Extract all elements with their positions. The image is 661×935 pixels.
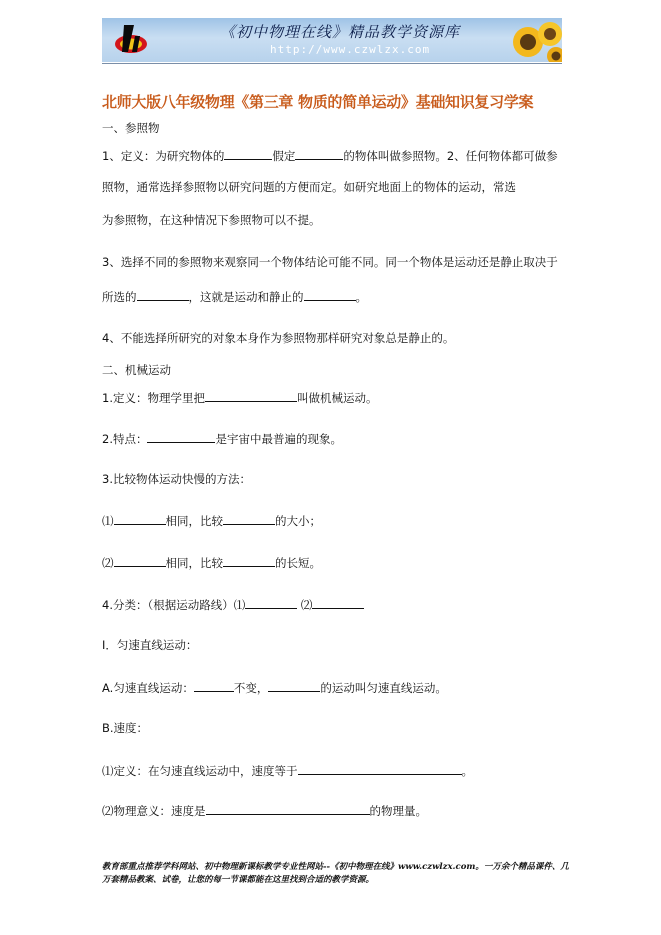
answer-blank[interactable]: [137, 289, 189, 301]
line-text: 的长短。: [275, 556, 321, 570]
answer-blank[interactable]: [114, 555, 166, 567]
document-line: [102, 513, 321, 528]
document-line: [102, 763, 473, 778]
answer-blank[interactable]: [223, 555, 275, 567]
line-text: 的物理量。: [369, 804, 427, 818]
line-text: 3、选择不同的参照物来观察同一个物体结论可能不同。同一个物体是运动还是静止取决于: [102, 255, 558, 269]
document-line: [102, 472, 251, 486]
footer-note: 教育部重点推荐学科网站、初中物理新课标教学专业性网站--《初中物理在线》www.czwlzx.com。一万余个精品课件、几万套精品教案、试卷，让您的每一节课都能在这里找到合适的教学资源。: [102, 862, 569, 885]
answer-blank[interactable]: [268, 680, 320, 692]
header-banner: [102, 18, 562, 62]
line-text: ⑴: [102, 514, 114, 528]
line-text: 1、定义：为研究物体的: [102, 149, 225, 163]
document-line: [102, 803, 427, 818]
document-line: [102, 331, 454, 345]
document-line: [102, 148, 558, 163]
line-text: 4.分类：（根据运动路线）⑴: [102, 598, 246, 612]
line-text: 2.特点：: [102, 432, 148, 446]
document-line: [102, 289, 367, 304]
document-line: [102, 597, 364, 612]
sunflower-icon: [510, 18, 562, 62]
document-line: [102, 180, 516, 194]
line-text: 3.比较物体运动快慢的方法：: [102, 472, 251, 486]
document-line: [102, 431, 342, 446]
document-line: [102, 680, 447, 695]
document-line: [102, 213, 321, 227]
answer-blank[interactable]: [206, 803, 370, 815]
document-line: [102, 255, 558, 269]
line-text: 不变，: [233, 681, 269, 695]
line-text: 4、不能选择所研究的对象本身作为参照物那样研究对象总是静止的。: [102, 331, 455, 345]
line-text: ⑴定义：在匀速直线运动中，速度等于: [102, 764, 298, 778]
line-text: 一、参照物: [102, 121, 160, 135]
answer-blank[interactable]: [194, 680, 234, 692]
line-text: 叫做机械运动。: [296, 391, 378, 405]
line-text: 所选的: [102, 290, 137, 304]
answer-blank[interactable]: [312, 597, 364, 609]
line-text: 照物，通常选择参照物以研究问题的方便而定。如研究地面上的物体的运动，常选: [102, 180, 516, 194]
line-text: 1.定义：物理学里把: [102, 391, 205, 405]
document-line: [102, 555, 321, 570]
answer-blank[interactable]: [205, 390, 297, 402]
line-text: A.匀速直线运动：: [102, 681, 194, 695]
document-title: 北师大版八年级物理《第三章 物质的简单运动》基础知识复习学案: [102, 93, 534, 111]
answer-blank[interactable]: [245, 597, 297, 609]
document-line: [102, 363, 171, 377]
line-text: 是宇宙中最普遍的现象。: [215, 432, 342, 446]
line-text: B.速度：: [102, 721, 149, 735]
line-text: ⑵: [297, 598, 313, 612]
document-line: [102, 121, 160, 135]
line-text: ，这就是运动和静止的: [188, 290, 304, 304]
line-text: 的运动叫匀速直线运动。: [320, 681, 447, 695]
line-text: 相同，比较: [165, 514, 223, 528]
document-line: [102, 390, 377, 405]
answer-blank[interactable]: [223, 513, 275, 525]
line-text: 。: [355, 290, 367, 304]
line-text: ⑵物理意义：速度是: [102, 804, 206, 818]
line-text: 二、机械运动: [102, 363, 171, 377]
document-line: [102, 638, 197, 652]
line-text: 假定: [272, 149, 296, 163]
line-text: 。: [461, 764, 473, 778]
answer-blank[interactable]: [147, 431, 215, 443]
site-name: 《初中物理在线》精品教学资源库: [220, 23, 461, 41]
site-url[interactable]: http://www.czwlzx.com: [270, 43, 431, 56]
line-text: 的物体叫做参照物。2、任何物体都可做参: [343, 149, 558, 163]
answer-blank[interactable]: [298, 763, 462, 775]
line-text: ⑵: [102, 556, 114, 570]
logo-icon: [114, 22, 150, 58]
header-divider: [102, 63, 562, 64]
line-text: Ⅰ．匀速直线运动：: [102, 638, 198, 652]
line-text: 的大小；: [275, 514, 321, 528]
answer-blank[interactable]: [224, 148, 272, 160]
answer-blank[interactable]: [114, 513, 166, 525]
line-text: 为参照物，在这种情况下参照物可以不提。: [102, 213, 321, 227]
answer-blank[interactable]: [295, 148, 343, 160]
document-line: [102, 721, 148, 735]
line-text: 相同，比较: [165, 556, 223, 570]
answer-blank[interactable]: [304, 289, 356, 301]
